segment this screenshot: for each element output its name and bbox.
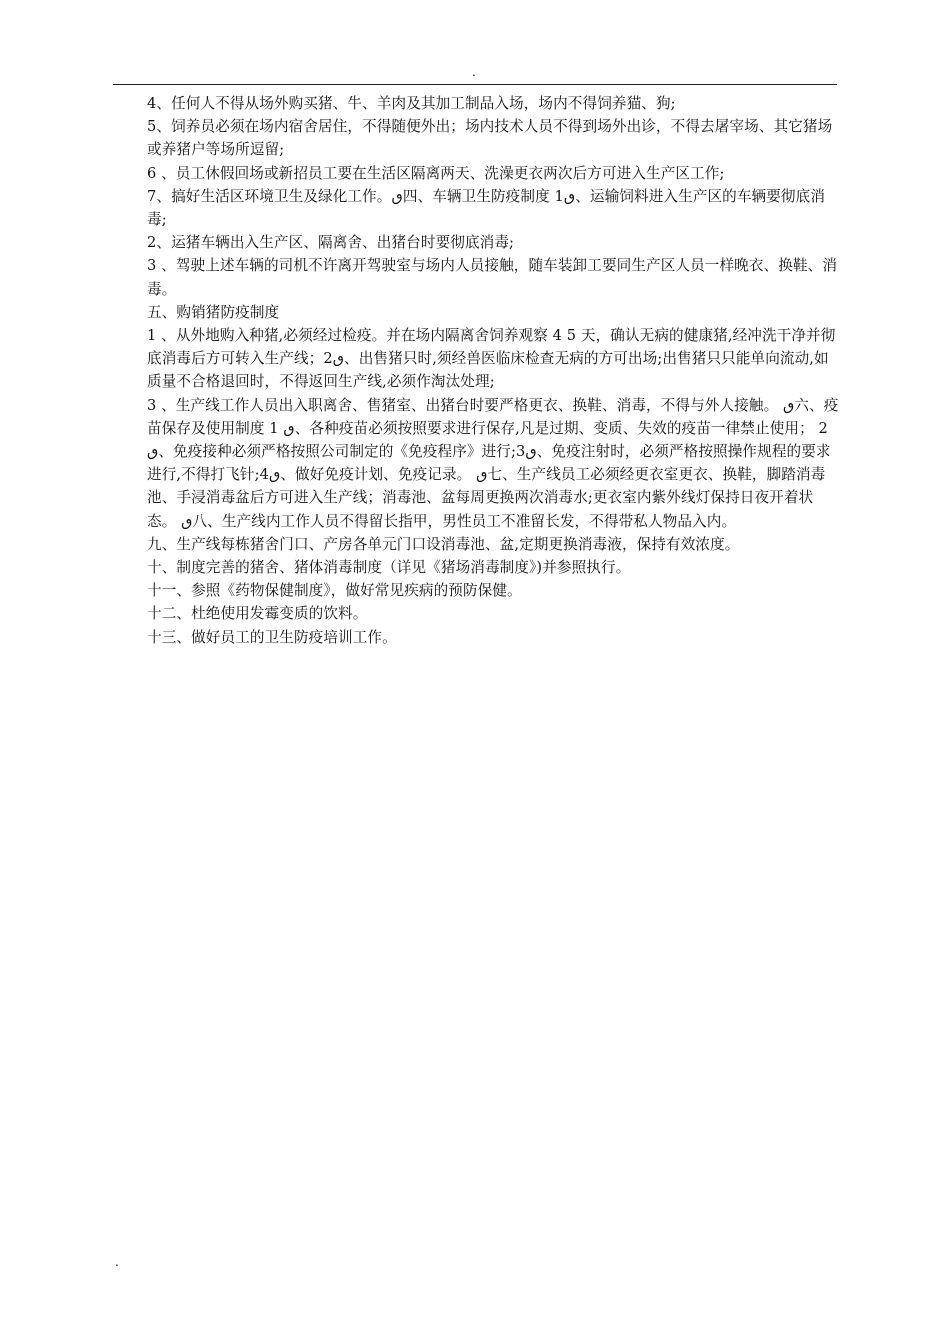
section-heading-purchase-sale: 五、购销猪防疫制度 [147,303,280,321]
paragraph-rule-9: 九、生产线每栋猪舍门口、产房各单元门口设消毒池、盆,定期更换消毒液，保持有效浓度。 [147,535,740,553]
document-body [147,92,841,649]
header-mark: . [472,65,476,79]
paragraph-rule-5: 5、饲养员必须在场内宿舍居住，不得随便外出；场内技术人员不得到场外出诊，不得去屠宰场、其它猪场或养猪户等场所逗留; [147,118,833,159]
paragraph-rule-12: 十二、杜绝使用发霉变质的饮料。 [147,605,368,623]
paragraph-vehicle-2: 2、运猪车辆出入生产区、隔离舍、出猪台时要彻底消毒; [147,234,515,252]
paragraph-rule-7-vehicle: 7、搞好生活区环境卫生及绿化工作。ٯ四、车辆卫生防疫制度 1ٯ、运输饲料进入生产区的车辆要彻底消毒; [147,187,826,229]
paragraph-purchase-1: 1 、从外地购入种猪,必须经过检疫。并在场内隔离舍饲养观察 4 5 天，确认无病的健康猪,经冲洗干净并彻底消毒后方可转入生产线；2ٯ、出售猪只时,须经兽医临床检查无病的方可出场;出售猪只只能单向流动,如质量不合格退回时，不得返回生产线,必须作淘汰处理; [147,327,836,391]
paragraph-rule-11: 十一、参照《药物保健制度》，做好常见疾病的预防保健。 [147,582,522,600]
paragraph-purchase-3-vaccine: 3 、生产线工作人员出入职离舍、售猪室、出猪台时要严格更衣、换鞋、消毒，不得与外人接触。 ٯ六、疫苗保存及使用制度 1 ٯ、各种疫苗必须按照要求进行保存,凡是过期、变质、失效的疫苗一律禁止使用； 2 ٯ、免疫接种必须严格按照公司制定的《免疫程序》进行;3ٯ、免疫注射时，必须严格按照操作规程的要求进行,不得打飞针;4ٯ、做好免疫计划、免疫记录。 ٯ七、生产线员工必须经更衣室更衣、换鞋，脚踏消毒池、手浸消毒盆后方可进入生产线；消毒池、盆每周更换两次消毒水;更衣室内紫外线灯保持日夜开着状态。 ٯ八、生产线内工作人员不得留长指甲，男性员工不准留长发，不得带私人物品入内。 [147,396,839,530]
paragraph-vehicle-3: 3 、驾驶上述车辆的司机不许离开驾驶室与场内人员接触，随车装卸工要同生产区人员一样晚衣、换鞋、消毒。 [147,257,838,298]
paragraph-rule-13: 十三、做好员工的卫生防疫培训工作。 [147,628,397,646]
paragraph-rule-10: 十、制度完善的猪舍、猪体消毒制度（详见《猪场消毒制度》)并参照执行。 [147,559,631,577]
paragraph-rule-6: 6 、员工休假回场或新招员工要在生活区隔离两天、洗澡更衣两次后方可进入生产区工作; [147,164,725,182]
paragraph-rule-4: 4、任何人不得从场外购买猪、牛、羊肉及其加工制品入场，场内不得饲养猫、狗; [147,95,676,112]
header-rule [113,84,837,85]
footer-mark: . [115,1255,119,1269]
